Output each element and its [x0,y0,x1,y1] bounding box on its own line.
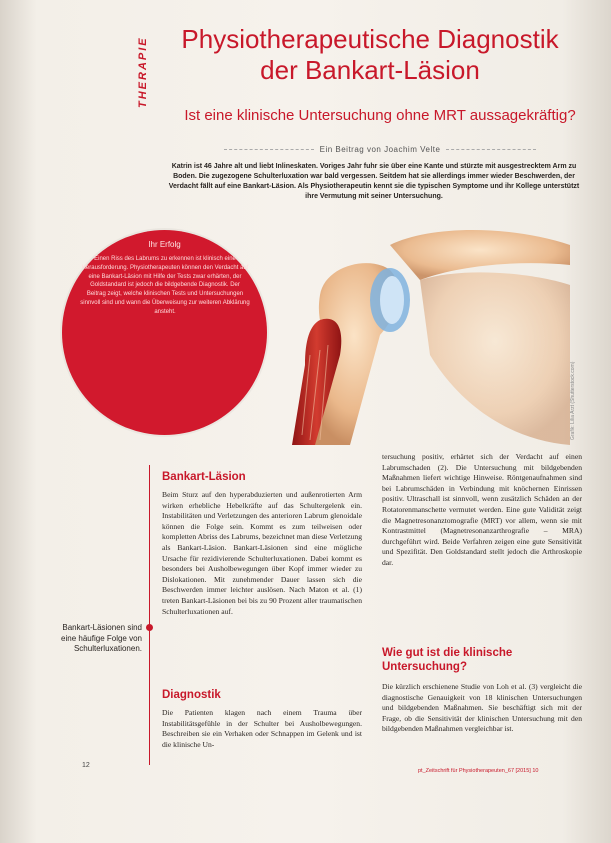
footer-text: pt_Zeitschrift für Physiotherapeuten_67 [2015] 10 [418,768,539,774]
margin-dot-icon [146,624,153,631]
infobox-text: Einen Riss des Labrums zu erkennen ist klinisch eine Herausforderung. Physiotherapeuten können den Verdacht auf eine Bankart-Läsion mit Hilfe der Tests zwar erhärten, der Goldstandard ist jedoch die bildgebende Diagnostik. Der Beitrag zeigt, welche klinischen Tests und Untersuchungen sinnvoll sind und wann die Überweisung zur weiteren Abklärung ansteht. [80,256,250,315]
byline-text: Ein Beitrag von Joachim Velte [319,145,441,154]
section-tag: THERAPIE [137,36,149,109]
body-bankart: Beim Sturz auf den hyperabduzierten und außenrotierten Arm wirken erhebliche Hebelkräfte auf das Schultergelenk ein. Instabilitäten und Verletzungen des anterioren Labrum glenoidale können die Folge sein. Kommt es zum teilweisen oder kompletten Abriss des Labrums, bezeichnet man diese Verletzung als Bankart-Läsion. Bankart-Läsionen sind eine mögliche Ursache für rezidivierende Schulterluxationen. Dabei kommt es besonders bei Ausholbewegungen über Kopf immer wieder zu Dislokationen. Mit zunehmender Dauer lassen sich die Beschwerden immer leichter auslösen. Nach Maton et al. (1) treten Bankart-Läsionen bei bis zu 90 Prozent aller traumatischen Schulterluxationen auf. [162,490,362,616]
body-diagnostik: Die Patienten klagen nach einem Trauma über Instabilitätsgefühle in der Schulter bei Ausholbewegungen. Beschreiben sie ein Verhaken oder Schnappen im Gelenk und ist die klinische Un- [162,708,362,749]
title-line-1: Physiotherapeutische Diagnostik [181,24,559,54]
margin-rule [149,465,150,765]
shoulder-illustration [280,205,580,450]
image-credit: Grafik: Lilia Arzt (Shutterstock.com) [570,361,576,440]
page-number: 12 [82,762,90,769]
margin-note: Bankart-Läsionen sind eine häufige Folge von Schulterluxationen. [61,623,142,653]
title-line-2: der Bankart-Läsion [260,55,480,85]
article-subtitle: Ist eine klinische Untersuchung ohne MRT aussagekräftig? [184,107,576,124]
body-continued: tersuchung positiv, erhärtet sich der Verdacht auf einen Labrumschaden (2). Die Untersuchung mit bildgebenden Maßnahmen liefert wichtige Hinweise. Röntgenaufnahmen sind bei Labrumschäden in Verbindung mit knöchernen Einrissen positiv. Ultraschall ist sinnvoll, wenn zusätzlich Schäden an der Rotatorenmanschette vermutet werden. Eine gute Validität zeigt die Magnetresonanztomografie (MRT) vor allem, wenn sie mit Kontrastmittel (Magnetresonanzarthrografie – MRA) durchgeführt wird. Beide Verfahren zeigen eine gute Sensitivität und Spezifität. Den Goldstandard stellt jedoch die Arthroskopie dar. [382,452,582,567]
info-circle [62,230,267,435]
body-klinische-untersuchung: Die kürzlich erschienene Studie von Loh et al. (3) vergleicht die diagnostische Genauigkeit von 18 klinischen Untersuchungen und bildgebenden Maßnahmen. Sie beschäftigt sich mit der Frage, ob die Sensitivität der klinischen Untersuchung mit den bildgebenden Maßnahmen vergleichbar ist. [382,682,582,734]
heading-bankart: Bankart-Läsion [162,471,246,483]
article-title [160,24,580,86]
heading-diagnostik: Diagnostik [162,689,221,701]
infobox-title: Ihr Erfolg [148,240,181,249]
heading-klinische-untersuchung: Wie gut ist die klinische Untersuchung? [382,647,513,673]
lead-paragraph: Katrin ist 46 Jahre alt und liebt Inlineskaten. Voriges Jahr fuhr sie über eine Kante und stürzte mit ausgestrecktem Arm zu Boden. Die zugezogene Schulterluxation war bald vergessen. Seitdem hat sie allerdings immer wieder Beschwerden, der Verdacht fällt auf eine Bankart-Läsion. Als Physiotherapeutin kennt sie die typischen Symptome und ihr Kollege unterstützt ihre Vermutung mit seiner Untersuchung. [168,163,580,200]
byline [160,145,600,154]
